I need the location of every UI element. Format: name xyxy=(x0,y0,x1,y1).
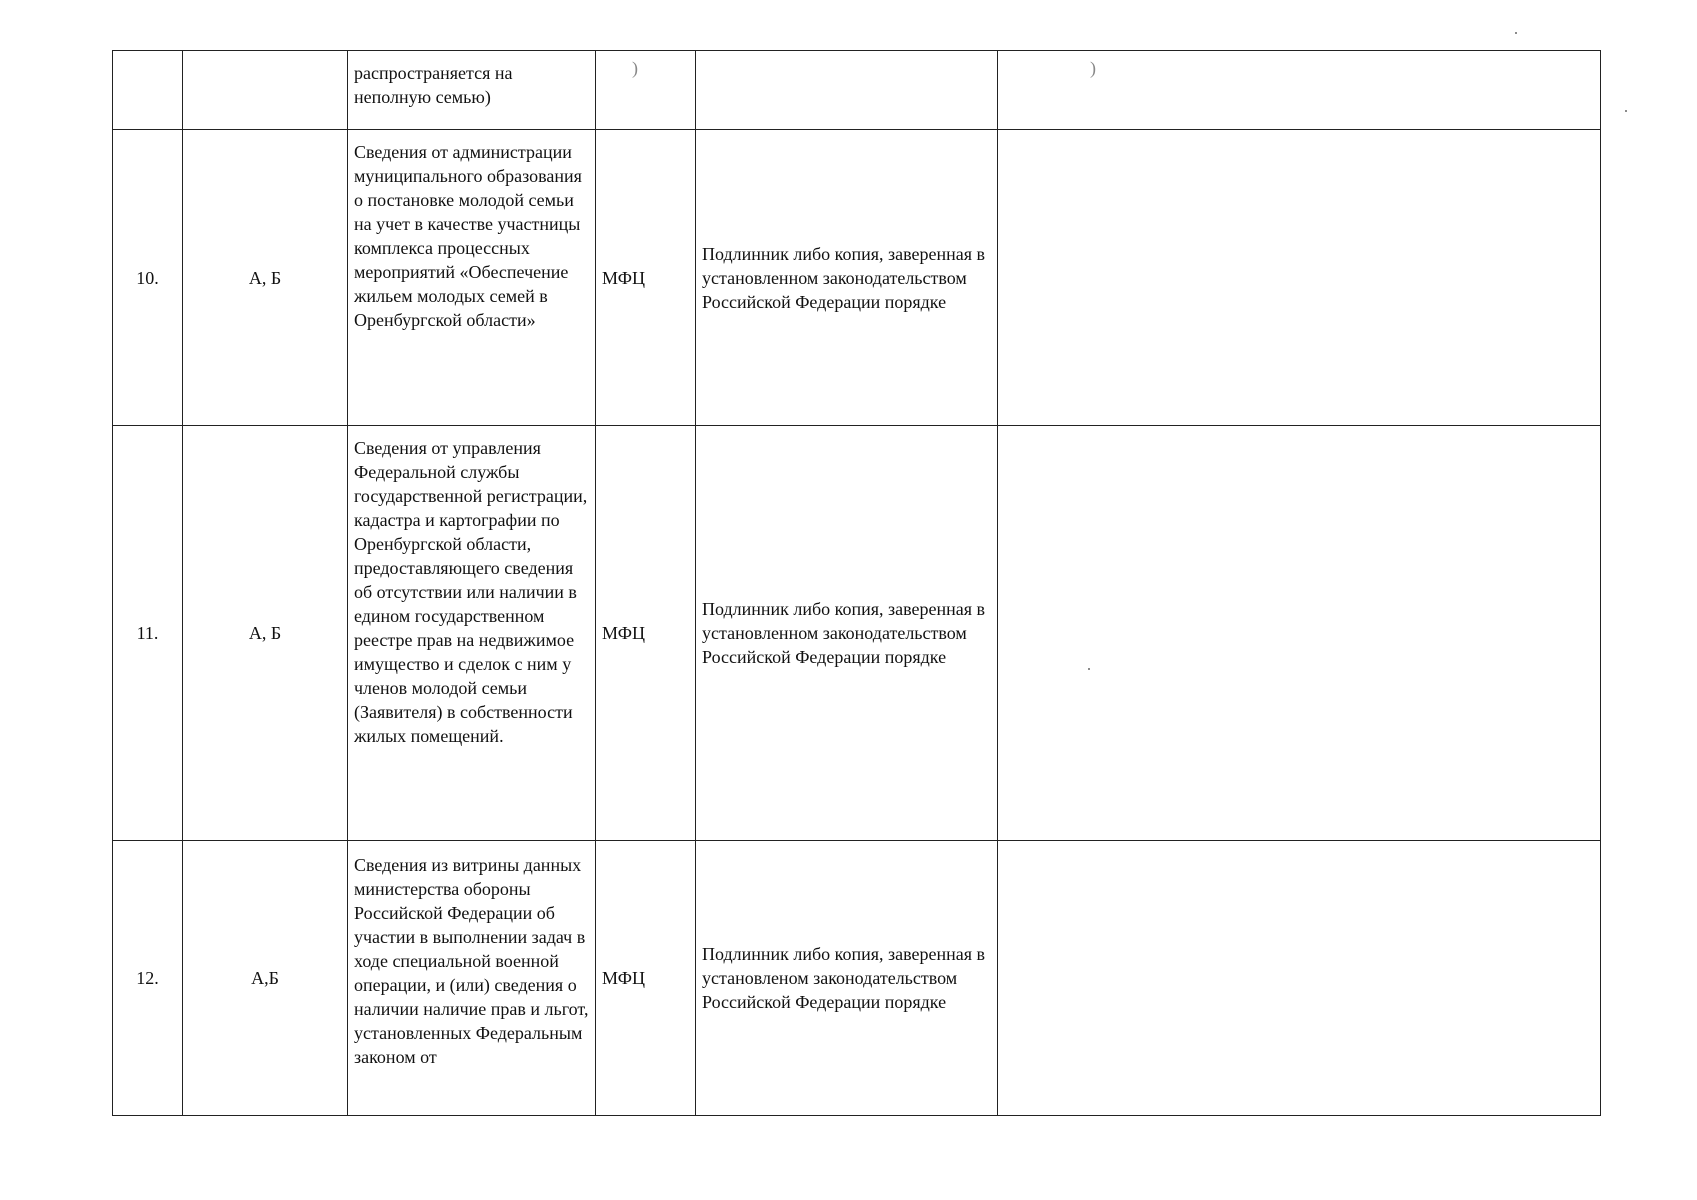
scan-mark: ) xyxy=(1090,58,1096,78)
row-number-cell: 10. xyxy=(113,130,183,426)
category-cell: А, Б xyxy=(183,426,348,841)
documents-table xyxy=(112,50,1601,1116)
note-cell xyxy=(998,841,1601,1116)
source-cell: МФЦ xyxy=(596,130,696,426)
source-cell: МФЦ xyxy=(596,841,696,1116)
form-cell: Подлинник либо копия, заверенная в установленом законодательством Российской Федерации порядке xyxy=(696,841,998,1116)
document-name-cell: Сведения от управления Федеральной службы государственной регистрации, кадастра и картографии по Оренбургской области, предоставляющего сведения об отсутствии или наличии в едином государственном реестре прав на недвижимое имущество и сделок с ним у членов молодой семьи (Заявителя) в собственности жилых помещений. xyxy=(348,426,596,841)
category-cell: А, Б xyxy=(183,130,348,426)
source-cell: МФЦ xyxy=(596,426,696,841)
document-name-cell: Сведения из витрины данных министерства обороны Российской Федерации об участии в выполнении задач в ходе специальной военной операции, и (или) сведения о наличии наличие прав и льгот, установленных Федеральным законом от xyxy=(348,841,596,1116)
category-cell xyxy=(183,51,348,130)
note-cell xyxy=(998,130,1601,426)
scan-speck xyxy=(1625,110,1627,112)
document-name-cell: распространяется на неполную семью) xyxy=(348,51,596,130)
form-cell: Подлинник либо копия, заверенная в установленном законодательством Российской Федерации порядке xyxy=(696,426,998,841)
form-cell: Подлинник либо копия, заверенная в установленном законодательством Российской Федерации порядке xyxy=(696,130,998,426)
document-name-cell: Сведения от администрации муниципального образования о постановке молодой семьи на учет в качестве участницы комплекса процессных мероприятий «Обеспечение жильем молодых семей в Оренбургской области» xyxy=(348,130,596,426)
table-row xyxy=(113,841,1601,1116)
scan-mark: ) xyxy=(632,58,638,78)
row-number-cell: 12. xyxy=(113,841,183,1116)
table-row xyxy=(113,130,1601,426)
source-cell xyxy=(596,51,696,130)
note-cell xyxy=(998,426,1601,841)
category-cell: А,Б xyxy=(183,841,348,1116)
row-number-cell: 11. xyxy=(113,426,183,841)
note-cell xyxy=(998,51,1601,130)
table-row-continued xyxy=(113,51,1601,130)
row-number-cell xyxy=(113,51,183,130)
form-cell xyxy=(696,51,998,130)
scan-speck xyxy=(1515,32,1517,34)
scan-speck xyxy=(1088,668,1090,670)
table-row xyxy=(113,426,1601,841)
